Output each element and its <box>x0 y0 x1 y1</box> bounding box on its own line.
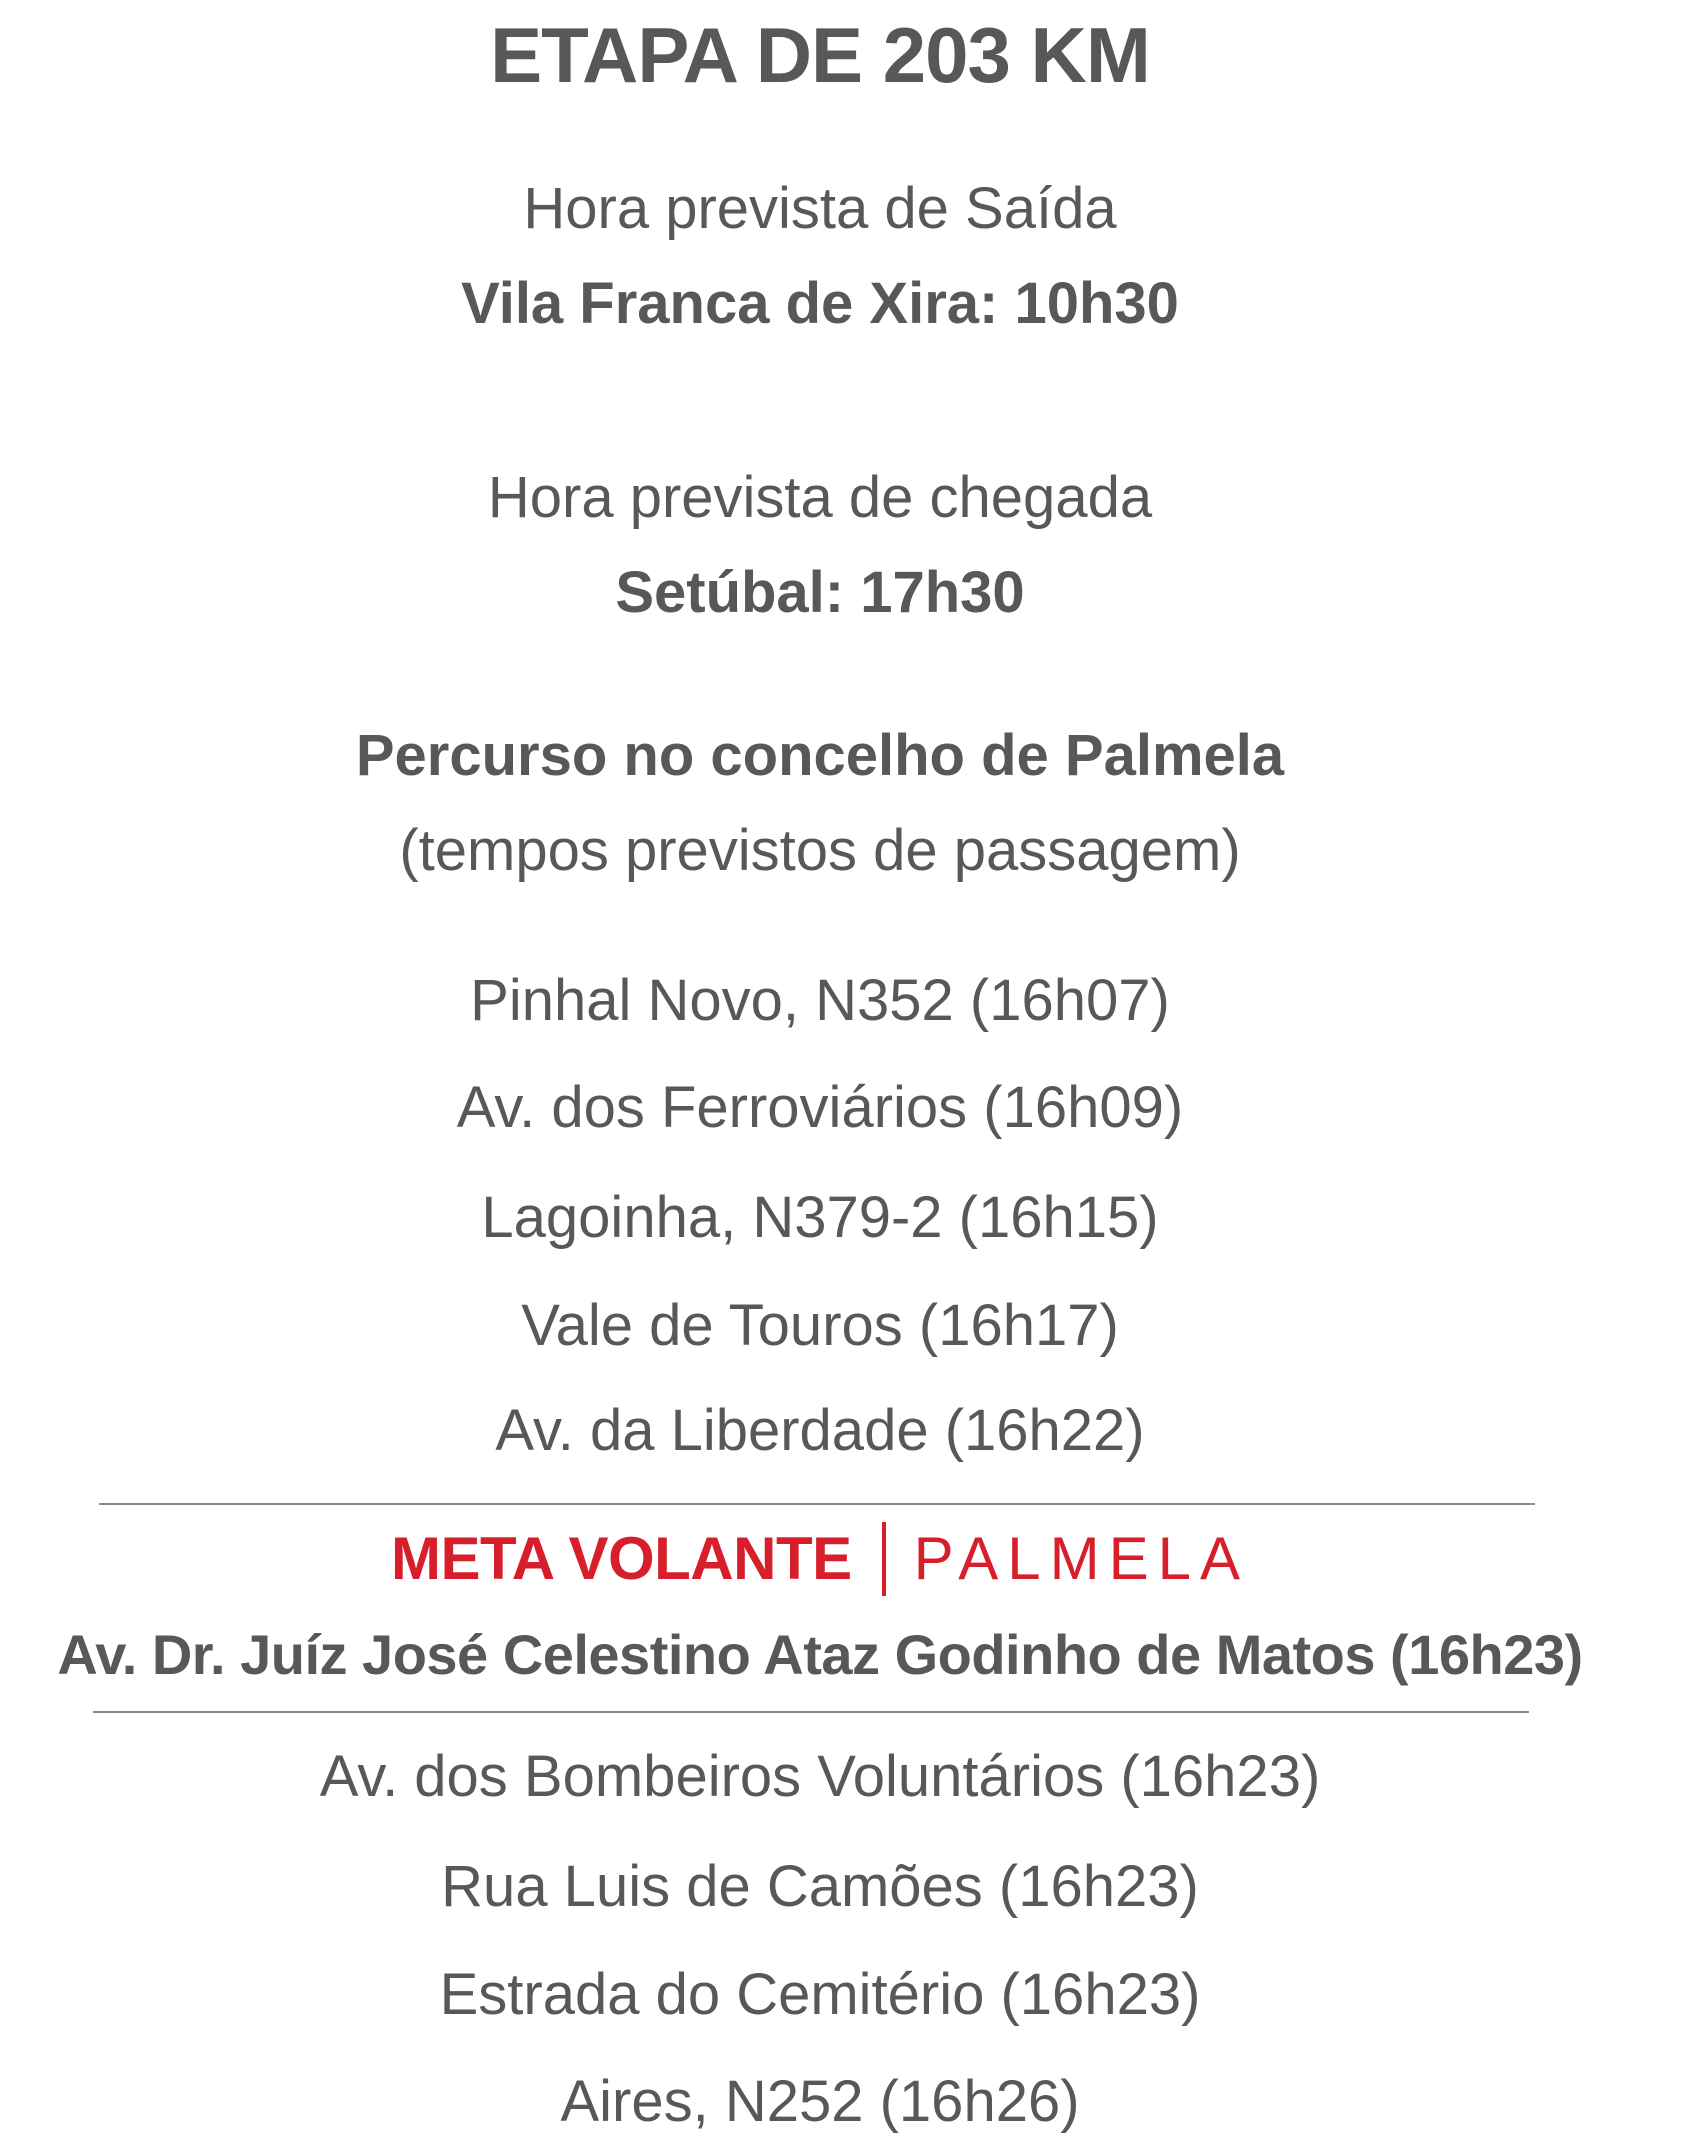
arrival-label: Hora prevista de chegada <box>487 465 1153 530</box>
departure-value: Vila Franca de Xira: 10h30 <box>461 271 1179 336</box>
divider-top <box>99 1503 1535 1505</box>
departure-label: Hora prevista de Saída <box>523 176 1117 241</box>
route-item: Vale de Touros (16h17) <box>521 1293 1119 1358</box>
sprint-address: Av. Dr. Juíz José Celestino Ataz Godinho de Matos (16h23) <box>57 1623 1583 1686</box>
route-item: Lagoinha, N379-2 (16h15) <box>481 1185 1159 1250</box>
route-item: Estrada do Cemitério (16h23) <box>439 1962 1201 2027</box>
sprint-banner <box>0 1522 1640 1596</box>
separator-bar <box>882 1522 886 1596</box>
route-item: Av. dos Ferroviários (16h09) <box>456 1075 1184 1140</box>
route-item: Aires, N252 (16h26) <box>560 2069 1080 2134</box>
route-heading: Percurso no concelho de Palmela <box>355 723 1285 788</box>
route-subheading: (tempos previstos de passagem) <box>399 818 1241 883</box>
route-item: Rua Luis de Camões (16h23) <box>441 1854 1199 1919</box>
sprint-label: META VOLANTE <box>391 1525 852 1592</box>
sprint-place: PALMELA <box>913 1525 1249 1592</box>
route-item: Av. da Liberdade (16h22) <box>495 1398 1145 1463</box>
route-item: Av. dos Bombeiros Voluntários (16h23) <box>319 1744 1321 1809</box>
arrival-value: Setúbal: 17h30 <box>615 560 1025 625</box>
stage-title: ETAPA DE 203 KM <box>490 11 1150 99</box>
route-item: Pinhal Novo, N352 (16h07) <box>470 968 1170 1033</box>
divider-bottom <box>93 1711 1529 1713</box>
